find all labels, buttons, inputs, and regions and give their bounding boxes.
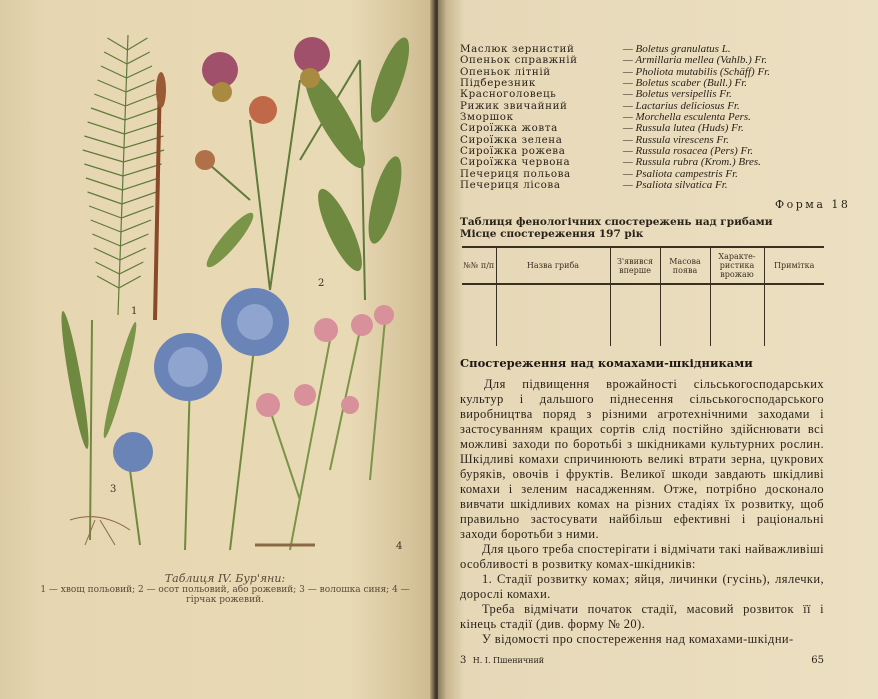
latin-name: — Russula rosacea (Pers) Fr.	[623, 145, 754, 158]
ukrainian-name: Сироїжка жовта	[460, 122, 558, 135]
paragraph: Треба відмічати початок стадії, масовий розвиток її і кінець стадії (див. форму № 20).	[460, 602, 824, 631]
plate-number-1: 1	[131, 306, 138, 317]
species-row	[460, 55, 770, 66]
latin-name: — Boletus scaber (Bull.) Fr.	[623, 77, 748, 90]
section-heading: Спостереження над комахами-шкідниками	[460, 356, 753, 370]
ukrainian-name: Сироїжка червона	[460, 156, 571, 169]
mushroom-species-list	[460, 44, 770, 191]
table-header-row	[462, 247, 824, 284]
latin-name: — Lactarius deliciosus Fr.	[623, 99, 740, 112]
weeds-illustration	[0, 0, 436, 570]
latin-name: — Russula lutea (Huds) Fr.	[623, 122, 744, 135]
latin-name: — Russula virescens Fr.	[623, 133, 729, 146]
right-page	[438, 0, 878, 699]
signature-mark: 3	[460, 655, 467, 666]
latin-name: — Boletus granulatus L.	[623, 43, 731, 55]
ukrainian-name: Маслюк зернистий	[460, 43, 575, 55]
body-flow	[460, 377, 824, 666]
author-name: Н. І. Пшеничний	[472, 656, 545, 665]
latin-name: — Armillaria mellea (Vahlb.) Fr.	[623, 54, 768, 67]
col-mushroom-name: Назва гриба	[496, 247, 610, 284]
table-subtitle: Місце спостереження 197 рік	[460, 228, 644, 240]
cornflower-plant	[57, 288, 289, 550]
latin-name: — Psaliota silvatica Fr.	[623, 179, 728, 192]
caption-text: 1 — хвощ польовий; 2 — осот польовий, або рожевий; 3 — волошка синя; 4 — гірчак рожевий.	[40, 585, 410, 605]
thistle-plant	[195, 34, 417, 300]
col-note: Примітка	[764, 247, 824, 284]
ukrainian-name: Сироїжка рожева	[460, 145, 566, 158]
page-footer	[460, 655, 824, 666]
form-label: Форма 18	[775, 198, 851, 211]
body-text	[460, 377, 824, 647]
paragraph: У відомості про спостереження над комахами-шкідни-	[482, 632, 794, 646]
latin-name: — Morchella esculenta Pers.	[623, 111, 751, 124]
species-row	[460, 180, 770, 191]
col-yield: Характе-ристика врожаю	[710, 247, 764, 284]
plate-number-3: 3	[110, 484, 117, 495]
ukrainian-name: Рижик звичайний	[460, 99, 568, 112]
table-title-line: Таблиця фенологічних спостережень над грибами	[460, 216, 773, 228]
ukrainian-name: Сироїжка зелена	[460, 133, 563, 146]
paragraph: Для цього треба спостерігати і відмічати такі найважливіші особливості в розвитку комах-шкідників:	[460, 542, 824, 571]
plate-number-4: 4	[396, 541, 403, 552]
latin-name: — Pholiota mutabilis (Schäff) Fr.	[623, 65, 770, 78]
latin-name: — Boletus versipellis Fr.	[623, 88, 732, 101]
col-first-appeared: З'явився вперше	[610, 247, 660, 284]
paragraph: 1. Стадії розвитку комах; яйця, личинки (гусінь), лялечки, дорослі комахи.	[460, 572, 824, 601]
ukrainian-name: Опеньок справжній	[460, 54, 578, 67]
col-number: №№ п/п	[462, 247, 496, 284]
left-page	[0, 0, 436, 699]
paragraph: Для підвищення врожайності сільськогосподарських культур і дальшого піднесення сільськогосподарського виробництва поряд з різними агротехнічними заходами і застосуванням кращих сортів слід постійно здійснювати всі можливі заходи по боротьбі з шкідниками культурних рослин. Шкідливі комахи спричинюють великі втрати зерна, цукрових буряків, овочів і фруктів. Великої шкоди завдають шкідливі комахи і зеленим насадженням. Отже, потрібно досконало вивчати шкідливих комах на різних стадіях їх розвитку, щоб правильно застосувати найбільш ефективні і раціональні заходи боротьби з ними.	[460, 377, 824, 541]
ukrainian-name: Підберезник	[460, 77, 536, 90]
ukrainian-name: Печериця польова	[460, 167, 571, 180]
horsetail-plant	[83, 35, 166, 320]
ukrainian-name: Печериця лісова	[460, 179, 561, 192]
phenology-table	[462, 246, 824, 346]
table-title	[460, 216, 773, 240]
page-number: 65	[811, 655, 824, 666]
plate-number-2: 2	[318, 278, 325, 289]
table-row	[462, 284, 824, 346]
plate-caption	[40, 572, 410, 605]
caption-title: Таблиця IV. Бур'яни:	[164, 572, 286, 585]
col-mass-appearance: Масова поява	[660, 247, 710, 284]
latin-name: — Russula rubra (Krom.) Bres.	[623, 156, 761, 169]
ukrainian-name: Зморшок	[460, 111, 514, 124]
ukrainian-name: Красноголовець	[460, 88, 557, 101]
ukrainian-name: Опеньок літній	[460, 65, 551, 78]
latin-name: — Psaliota campestris Fr.	[623, 167, 738, 180]
